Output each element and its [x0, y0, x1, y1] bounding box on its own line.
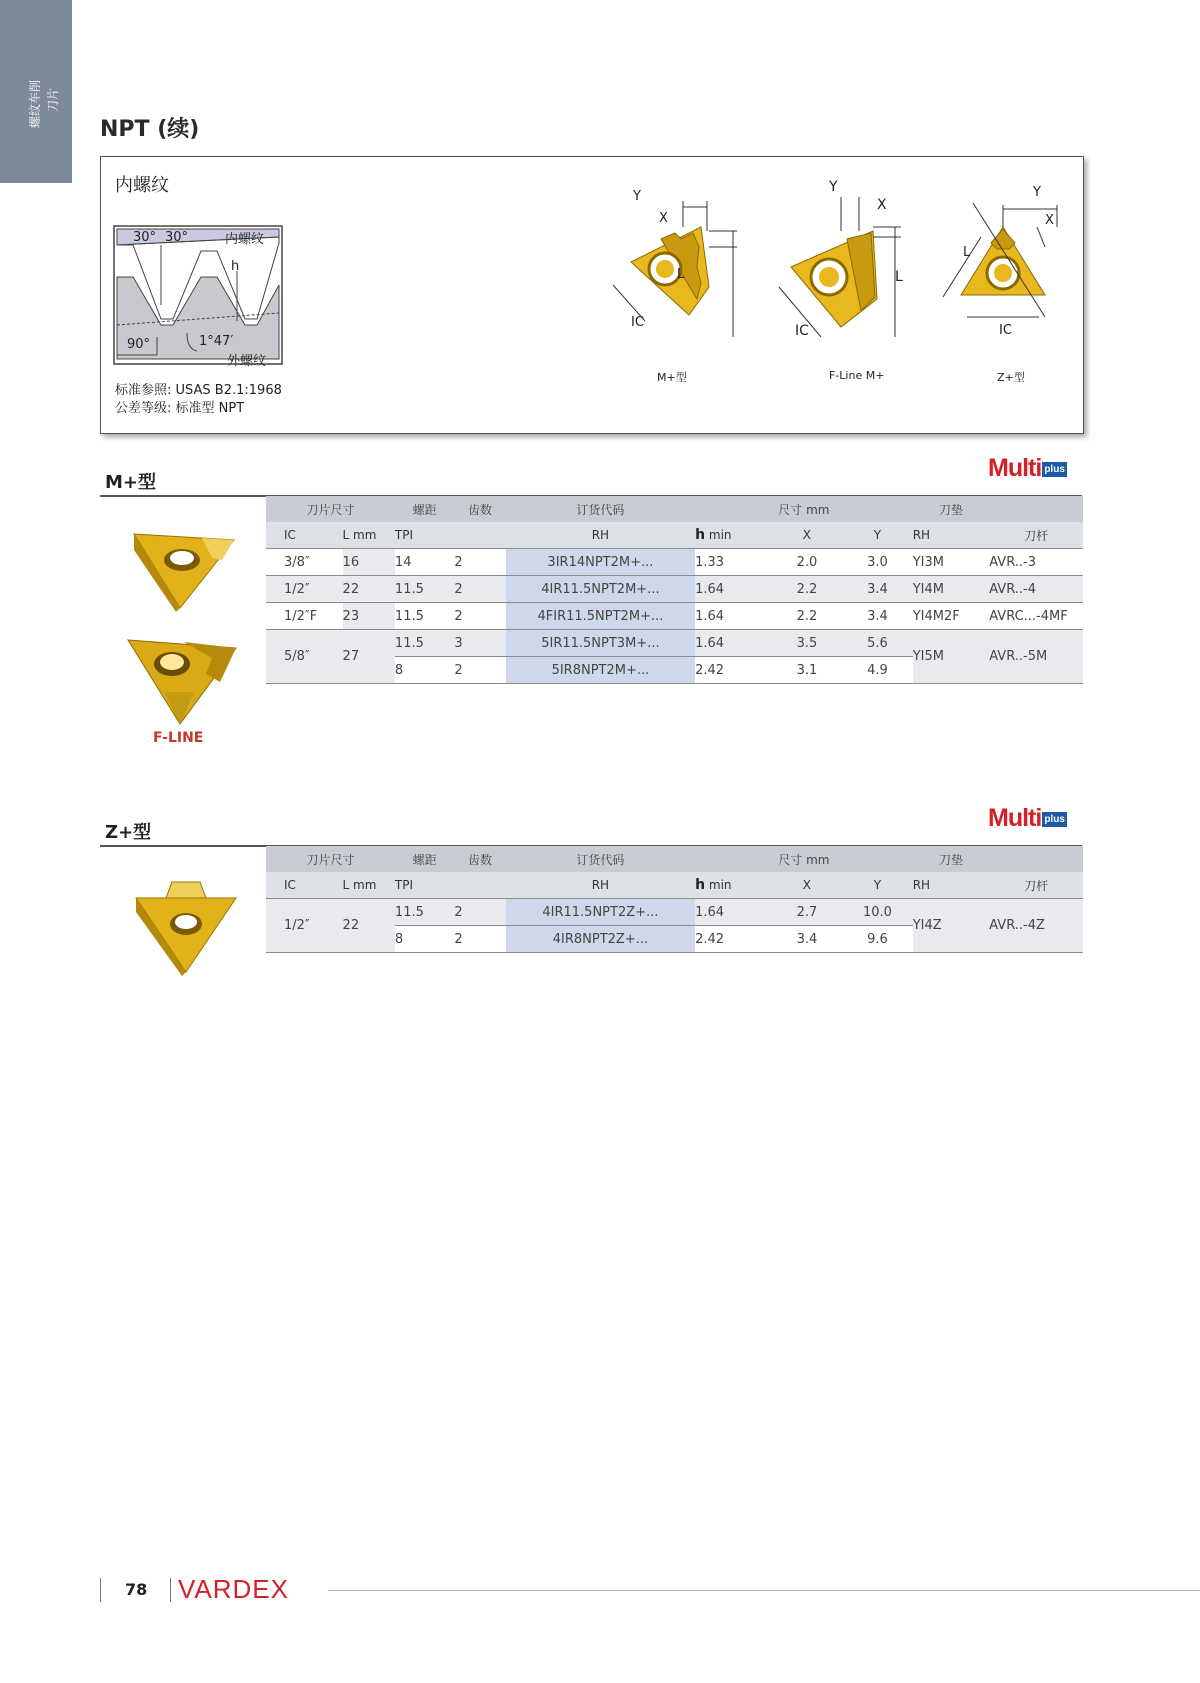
cell-shim: YI4Z	[913, 899, 990, 953]
header-pitch: 螺距	[395, 496, 454, 522]
fline-dimension-figure	[769, 187, 909, 337]
info-box	[100, 156, 1084, 434]
page-number: 78	[125, 1580, 148, 1599]
header-tpi: TPI	[395, 522, 454, 549]
logo-plus: plus	[1044, 463, 1065, 475]
cell-teeth: 2	[454, 899, 505, 926]
fline-x-label: X	[877, 197, 887, 213]
cell-h: 2.42	[695, 657, 772, 684]
cell-holder: AVR..-4Z	[989, 899, 1083, 953]
vardex-logo: VARDEX	[178, 1574, 289, 1604]
m-plus-insert-image	[126, 520, 240, 612]
m-plus-figure-label: M+型	[657, 371, 687, 384]
diagram-angle-right: 30°	[165, 230, 189, 245]
cell-h: 2.42	[695, 926, 772, 953]
logo-text: Multi	[988, 454, 1042, 482]
header-shim: 刀垫	[913, 496, 990, 522]
cell-code: 4FIR11.5NPT2M+...	[506, 603, 695, 630]
header-l: L mm	[343, 522, 395, 549]
box-title: 内螺纹	[115, 175, 169, 196]
sidebar-label-1: 螺纹车削	[28, 79, 42, 128]
z-plus-ic-label: IC	[999, 323, 1012, 338]
table-row	[266, 603, 1083, 630]
cell-shim: YI4M	[913, 576, 990, 603]
z-plus-table	[266, 846, 1083, 953]
z-plus-figure-label: Z+型	[997, 371, 1025, 384]
cell-y: 10.0	[842, 899, 913, 926]
table-row	[266, 576, 1083, 603]
header-order-code: 订货代码	[506, 846, 695, 872]
header-shim: 刀垫	[913, 846, 990, 872]
cell-y: 3.4	[842, 576, 913, 603]
cell-y: 5.6	[842, 630, 913, 657]
cell-teeth: 2	[454, 549, 505, 576]
diagram-taper-label: 1°47′	[199, 334, 234, 349]
header-teeth: 齿数	[454, 846, 505, 872]
cell-tpi: 11.5	[395, 603, 454, 630]
cell-l: 22	[343, 576, 395, 603]
header-holder: 刀杆	[989, 522, 1083, 549]
cell-l: 27	[343, 630, 395, 684]
cell-h: 1.64	[695, 603, 772, 630]
cell-code: 5IR8NPT2M+...	[506, 657, 695, 684]
diagram-internal-label: 内螺纹	[225, 232, 265, 247]
cell-ic: 1/2″	[266, 899, 343, 953]
cell-code: 4IR11.5NPT2Z+...	[506, 899, 695, 926]
logo-plus: plus	[1044, 813, 1065, 825]
header-tpi: TPI	[395, 872, 454, 899]
multiplus-logo-m	[988, 454, 1067, 483]
cell-l: 22	[343, 899, 395, 953]
z-plus-insert-image	[132, 878, 240, 976]
cell-code: 4IR8NPT2Z+...	[506, 926, 695, 953]
standard-reference: 标准参照: USAS B2.1:1968	[115, 383, 282, 398]
table-row	[266, 899, 1083, 926]
cell-tpi: 11.5	[395, 630, 454, 657]
z-plus-l-label: L	[963, 245, 971, 260]
header-x: X	[772, 872, 843, 899]
fline-ic-label: IC	[795, 323, 809, 339]
cell-x: 3.4	[772, 926, 843, 953]
cell-tpi: 8	[395, 926, 454, 953]
diagram-h-label: h	[231, 259, 240, 274]
z-plus-y-label: Y	[1033, 185, 1041, 200]
header-teeth: 齿数	[454, 496, 505, 522]
header-min: min	[705, 528, 732, 542]
header-dims: 尺寸 mm	[695, 846, 913, 872]
table-row	[266, 630, 1083, 657]
footer-rule	[328, 1590, 1200, 1591]
cell-tpi: 8	[395, 657, 454, 684]
header-insert-size: 刀片尺寸	[266, 846, 395, 872]
cell-tpi: 11.5	[395, 899, 454, 926]
header-shim-rh: RH	[913, 872, 990, 899]
m-section-title: M+型	[105, 472, 156, 493]
header-rh: RH	[506, 872, 695, 899]
header-x: X	[772, 522, 843, 549]
cell-ic: 3/8″	[266, 549, 343, 576]
fline-insert-image	[124, 628, 240, 730]
cell-x: 3.1	[772, 657, 843, 684]
header-holder: 刀杆	[989, 872, 1083, 899]
header-ic: IC	[266, 872, 343, 899]
cell-y: 4.9	[842, 657, 913, 684]
fline-y-label: Y	[829, 179, 838, 195]
fline-logo: F-LINE	[153, 730, 204, 746]
header-h-min	[695, 522, 772, 549]
table-row	[266, 549, 1083, 576]
cell-shim: YI4M2F	[913, 603, 990, 630]
cell-x: 2.2	[772, 576, 843, 603]
cell-h: 1.64	[695, 630, 772, 657]
cell-x: 2.0	[772, 549, 843, 576]
m-plus-table	[266, 496, 1083, 684]
m-plus-l-label: L	[677, 267, 685, 282]
fline-figure-label: F-Line M+	[829, 369, 885, 382]
header-insert-size: 刀片尺寸	[266, 496, 395, 522]
m-plus-dimension-figure	[601, 187, 741, 337]
diagram-angle-left: 30°	[133, 230, 157, 245]
cell-h: 1.64	[695, 576, 772, 603]
tolerance-class: 公差等级: 标准型 NPT	[115, 401, 245, 416]
cell-y: 3.0	[842, 549, 913, 576]
cell-holder: AVR..-5M	[989, 630, 1083, 684]
cell-shim: YI5M	[913, 630, 990, 684]
cell-shim: YI3M	[913, 549, 990, 576]
header-min: min	[705, 878, 732, 892]
header-shim-rh: RH	[913, 522, 990, 549]
z-section-title: Z+型	[105, 822, 152, 843]
m-plus-ic-label: IC	[631, 315, 644, 330]
m-plus-x-label: X	[659, 211, 668, 226]
cell-code: 4IR11.5NPT2M+...	[506, 576, 695, 603]
cell-teeth: 2	[454, 603, 505, 630]
diagram-90-label: 90°	[127, 337, 151, 352]
cell-h: 1.33	[695, 549, 772, 576]
cell-tpi: 11.5	[395, 576, 454, 603]
multiplus-logo-z	[988, 804, 1067, 833]
header-h: h	[695, 527, 706, 543]
cell-ic: 1/2″	[266, 576, 343, 603]
z-plus-x-label: X	[1045, 213, 1054, 228]
footer-divider-left	[100, 1578, 101, 1602]
header-y: Y	[842, 522, 913, 549]
m-plus-y-label: Y	[633, 189, 641, 204]
cell-l: 23	[343, 603, 395, 630]
header-rh: RH	[506, 522, 695, 549]
cell-teeth: 2	[454, 926, 505, 953]
z-plus-dimension-figure	[933, 187, 1073, 337]
cell-holder: AVR..-3	[989, 549, 1083, 576]
header-l: L mm	[343, 872, 395, 899]
cell-teeth: 2	[454, 576, 505, 603]
header-y: Y	[842, 872, 913, 899]
cell-y: 9.6	[842, 926, 913, 953]
logo-text: Multi	[988, 804, 1042, 832]
header-pitch: 螺距	[395, 846, 454, 872]
header-ic: IC	[266, 522, 343, 549]
cell-h: 1.64	[695, 899, 772, 926]
header-dims: 尺寸 mm	[695, 496, 913, 522]
cell-x: 2.2	[772, 603, 843, 630]
cell-code: 3IR14NPT2M+...	[506, 549, 695, 576]
cell-l: 16	[343, 549, 395, 576]
cell-ic: 5/8″	[266, 630, 343, 684]
fline-l-label: L	[895, 269, 903, 285]
cell-holder: AVRC...-4MF	[989, 603, 1083, 630]
footer-divider-mid	[170, 1578, 171, 1602]
cell-teeth: 2	[454, 657, 505, 684]
cell-y: 3.4	[842, 603, 913, 630]
header-h: h	[695, 877, 706, 893]
cell-x: 2.7	[772, 899, 843, 926]
page-title: NPT (续)	[100, 117, 200, 142]
diagram-external-label: 外螺纹	[227, 354, 267, 369]
cell-code: 5IR11.5NPT3M+...	[506, 630, 695, 657]
cell-teeth: 3	[454, 630, 505, 657]
cell-x: 3.5	[772, 630, 843, 657]
cell-ic: 1/2″F	[266, 603, 343, 630]
cell-tpi: 14	[395, 549, 454, 576]
header-order-code: 订货代码	[506, 496, 695, 522]
sidebar-label-2: 刀片	[46, 87, 60, 112]
cell-holder: AVR..-4	[989, 576, 1083, 603]
sidebar-tab	[0, 0, 72, 183]
header-h-min	[695, 872, 772, 899]
